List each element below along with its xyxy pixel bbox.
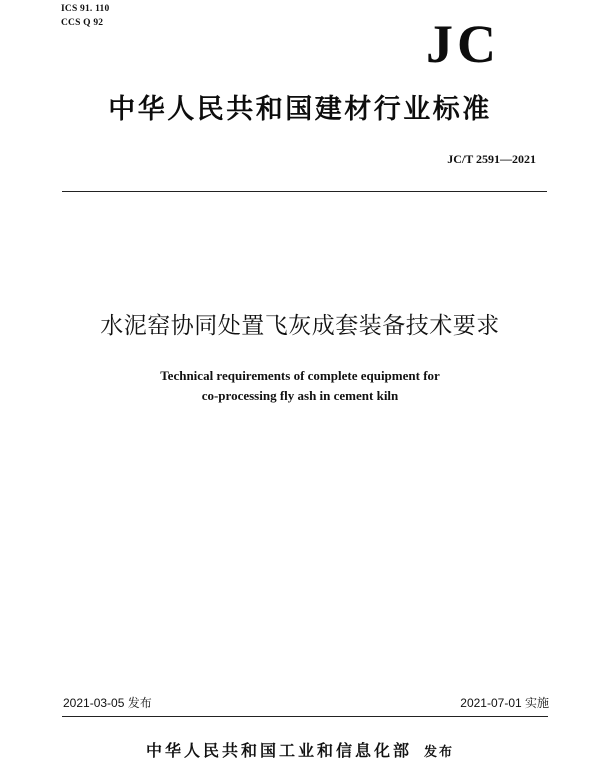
english-title-line-2: co-processing fly ash in cement kiln [201, 388, 399, 403]
publisher-suffix: 发布 [424, 745, 455, 760]
top-divider [62, 191, 547, 192]
english-title-line-1: Technical requirements of complete equipment for [160, 368, 440, 383]
standard-category-title: 中华人民共和国建材行业标准 [108, 94, 492, 125]
issue-date: 2021-03-05 发布 [63, 696, 152, 710]
jc-logo: JC [426, 14, 500, 74]
standard-number: JC/T 2591—2021 [447, 152, 536, 166]
bottom-divider [62, 716, 548, 717]
ccs-code: CCS Q 92 [61, 18, 104, 28]
publisher-name: 中华人民共和国工业和信息化部 [145, 741, 412, 760]
implementation-date: 2021-07-01 实施 [460, 696, 549, 710]
publisher-line [0, 740, 600, 764]
classification-codes [61, 2, 109, 30]
document-title-chinese: 水泥窑协同处置飞灰成套装备技术要求 [100, 313, 500, 339]
ics-code: ICS 91. 110 [61, 4, 110, 14]
document-title-english [0, 366, 600, 406]
